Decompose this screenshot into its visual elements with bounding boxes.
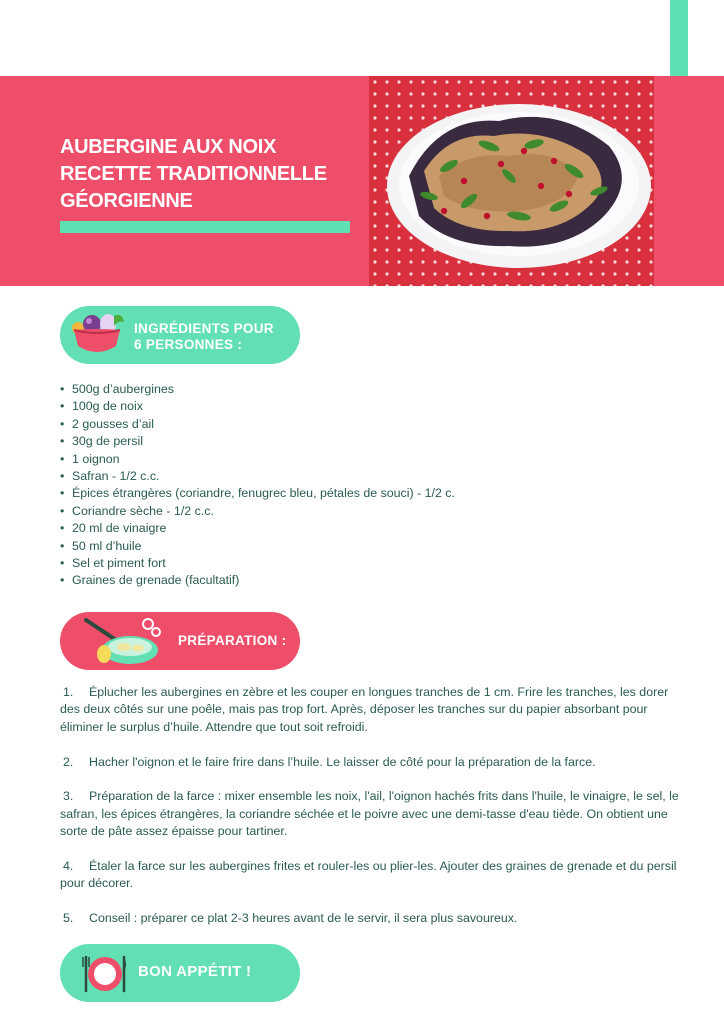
- bon-appetit-label: BON APPÉTIT !: [138, 963, 252, 980]
- title-banner: [0, 76, 724, 286]
- ingredient-item: • Épices étrangères (coriandre, fenugrec bleu, pétales de souci) - 1/2 c.: [60, 485, 660, 502]
- step-item: [60, 754, 685, 771]
- ingredients-label-line2: 6 PERSONNES :: [134, 337, 243, 352]
- ingredient-item: • 500g d’aubergines: [60, 381, 660, 398]
- step-item: [60, 858, 685, 893]
- step-text: Éplucher les aubergines en zèbre et les couper en longues tranches de 1 cm. Frire les tranches, les dorer des deux côtés sur une poêle, mais pas trop fort. Après, déposer les tranches sur du papier absorbant pour éliminer le surplus d’huile. Attendre que tout soit refroidi.: [60, 685, 669, 734]
- step-number: 2.: [63, 754, 74, 769]
- ingredients-header: [60, 306, 300, 364]
- ingredients-list: [60, 381, 660, 590]
- step-number: 1.: [63, 685, 74, 699]
- preparation-steps: [60, 684, 685, 945]
- ingredient-item: • 100g de noix: [60, 398, 660, 415]
- step-text: Étaler la farce sur les aubergines frites et rouler-les ou plier-les. Ajouter des graines de grenade et du persil pour décorer.: [60, 859, 677, 891]
- dish-photo: [369, 76, 654, 286]
- salad-bowl-icon: [64, 308, 130, 364]
- ingredient-item: • Coriandre sèche - 1/2 c.c.: [60, 503, 660, 520]
- ingredient-item: • 1 oignon: [60, 451, 660, 468]
- ingredient-item: • Sel et piment fort: [60, 555, 660, 572]
- plate-cutlery-icon: [80, 949, 130, 997]
- step-item: [60, 788, 685, 840]
- bon-appetit-badge: [60, 944, 300, 1002]
- ingredient-item: • 20 ml de vinaigre: [60, 520, 660, 537]
- step-text: Hacher l'oignon et le faire frire dans l’huile. Le laisser de côté pour la préparation de la farce.: [89, 754, 596, 769]
- ingredient-item: • 50 ml d’huile: [60, 538, 660, 555]
- ingredient-item: • 2 gousses d’ail: [60, 416, 660, 433]
- preparation-header: [60, 612, 300, 670]
- preparation-label: PRÉPARATION :: [178, 633, 287, 648]
- step-item: [60, 684, 685, 736]
- step-number: 3.: [63, 789, 74, 804]
- ingredient-item: • Graines de grenade (facultatif): [60, 572, 660, 589]
- step-text: Conseil : préparer ce plat 2-3 heures avant de le servir, il sera plus savoureux.: [89, 911, 518, 926]
- step-number: 4.: [63, 859, 74, 874]
- title-underline: [60, 221, 350, 233]
- step-number: 5.: [63, 911, 74, 926]
- step-item: [60, 910, 685, 927]
- ingredients-label-line1: INGRÉDIENTS POUR: [134, 321, 274, 336]
- page-title: AUBERGINE AUX NOIX RECETTE TRADITIONNELLE GÉORGIENNE: [60, 136, 327, 212]
- step-text: Préparation de la farce : mixer ensemble les noix, l'ail, l'oignon hachés frits dans l'huile, le vinaigre, le sel, le safran, les épices étrangères, la coriandre séchée et le poivre avec une demi-tasse d'eau tiède. On obtient une sorte de pâte assez épaisse pour tartiner.: [60, 789, 679, 839]
- frying-pan-icon: [78, 614, 178, 670]
- ingredient-item: • 30g de persil: [60, 433, 660, 450]
- ingredient-item: • Safran - 1/2 c.c.: [60, 468, 660, 485]
